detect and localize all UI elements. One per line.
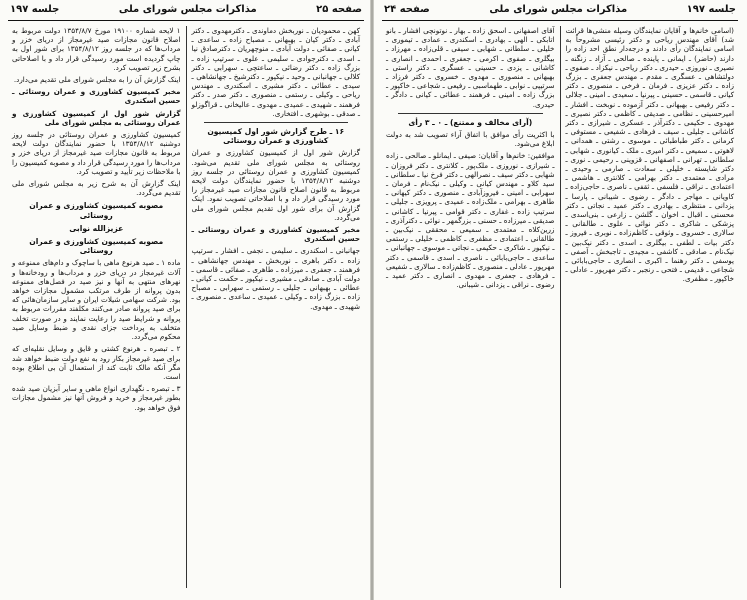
right-page-label: صفحه ۲۴ xyxy=(384,4,430,15)
law-subheading: عزیزالله نوابی xyxy=(69,223,124,233)
report-paragraph: کمیسیون کشاورزی و عمران روستائی در جلسه روز دوشنبه ۱۳۵۴/۸/۱۲ با حضور نمایندگان دولت لایحه مربوط به قانون مجازات صید غیرمجاز از دریای خزر و مرداب‌ها را مورد رسیدگی قرار داد و مصوبه کمیسیون را با ملاحظات زیر تأیید و تصویب کرد. xyxy=(12,130,181,176)
signature-line: مخبر کمیسیون کشاورزی و عمران روستائی ـ حسین اسکندری xyxy=(12,87,181,106)
report-paragraph: گزارش شور اول از کمیسیون کشاورزی و عمران روستائی به مجلس شورای ملی تقدیم می‌شود. کمیسیون کشاورزی و عمران روستائی در جلسه روز دوشنبه ۱۳۵۴/۸/۱۲ با حضور نمایندگان دولت لایحه مربوط به قانون اصلاح قانون مجازات صید غیرمجاز را مورد رسیدگی قرار داد و با اصلاحاتی تصویب نمود. اینک گزارش آن برای شور اول تقدیم مجلس شورای ملی می‌گردد. xyxy=(191,148,360,222)
signature-line: مخبر کمیسیون کشاورزی و عمران روستائی ـ حسین اسکندری xyxy=(191,225,360,244)
book-gutter xyxy=(370,0,374,600)
names-list: موافقین: خانم‌ها و آقایان: صیفی ـ ایمانلو ـ صالحی ـ زاده ـ شیرازی ـ نوروزی ـ ملک‌پور ـ کلانتری ـ دکتر فروزان ـ شهابی ـ دکتر سیف ـ نصرالهی ـ دکتر فرخ نیا ـ سلطانی ـ سید کلاو ـ مهندس کیانی ـ وکیلی ـ نیک‌نام ـ فرمان ـ سهرابی ـ امینی ـ فیروزآبادی ـ منصوری ـ دکتر کیهانی ـ طاهری ـ بهرامی ـ ملک‌زاده ـ عمیدی ـ پرویزی ـ جلیلی ـ سرتیپ زاده ـ غفاری ـ دکتر قوامی ـ پیرنیا ـ کاشانی ـ صدیقی ـ میرزاده ـ حسنی ـ بزرگمهر ـ نوائی ـ دکترآذری ـ زرین‌کلاه ـ معتمدی ـ سمیعی ـ محققی ـ نیک‌بین ـ طالقانی ـ اعتمادی ـ مظفری ـ کاظمی ـ خلیلی ـ رستمی ـ نیکپور ـ شاکری ـ حکیمی ـ نجاتی ـ موسوی ـ جهانبانی ـ ساعدی ـ حاجی‌بابائی ـ ناصری ـ اسدی ـ قاسمی ـ دکتر مهرپور ـ عادلی ـ منصوری ـ کاظم‌زاده ـ سالاری ـ شفیعی ـ فرهادی ـ جعفری ـ مهدوی ـ انصاری ـ دکتر عمید ـ رضوی ـ نراقی ـ یزدانی ـ شیبانی. xyxy=(386,151,555,290)
law-heading: مصوبه کمیسیون کشاورزی و عمران روستائی xyxy=(29,201,164,220)
right-page-right-column xyxy=(562,26,739,588)
left-page-title: مذاکرات مجلس شورای ملی xyxy=(118,4,257,15)
article-1: ماده ۱ ـ صید هرنوع ماهی با ساچوک و دام‌های ممنوعه و آلات غیرمجاز در دریای خزر و مرداب‌ها و رودخانه‌ها و نهرهای منتهی به آنها و نیز صید در فصل‌های ممنوعه بدون پروانه از طرف مرتکب مشمول مجازات خواهد بود. شرکت سهامی شیلات ایران و سایر سازمان‌هائی که برای صید پروانه صادر می‌کنند مکلفند مقررات مربوط به پروانه و شرایط صید را رعایت نمایند و در صورت تخلف متخلف به پرداخت جزای نقدی و ضبط وسایل صید محکوم می‌گردد. xyxy=(12,258,181,342)
left-page-left-column xyxy=(8,26,185,588)
column-rule xyxy=(186,26,187,588)
right-page-header xyxy=(382,4,738,21)
names-list: آقای اصفهانی ـ اسحق زاده ـ بهار ـ نوتونچی افشار ـ بانو اتابکی ـ الهی ـ بهادری ـ اسکندری ـ عمادی ـ تیموری ـ خلیلی ـ سلطانی ـ شهابی ـ سیفی ـ قلی‌زاده ـ مهرزاد ـ بیگلری ـ صفوی ـ اکرمی ـ جعفری ـ احمدی ـ انصاری ـ کاشانی ـ یزدی ـ حسینی ـ عسگری ـ دکتر راستی ـ بهبهانی ـ منصوری ـ مهدوی ـ خسروی ـ دکتر فرزاد ـ سرتیپی ـ نوابی ـ طهماسبی ـ رفیعی ـ شجاعی ـ خاکپور ـ بزرگ زاده ـ امینی ـ فرهمند ـ عطائی ـ کیانی ـ دادگر ـ حیدری. xyxy=(386,26,555,109)
article-3: ۳ ـ تبصره ـ نگهداری انواع ماهی و سایر آبزیان صید شده بطور غیرمجاز و خرید و فروش آنها نیز مشمول مجازات فوق خواهد بود. xyxy=(12,384,181,412)
bill-paragraph: ۱ لایحه شماره ۱۹۱۰۰ مورخ ۱۳۵۴/۸/۷ دولت مربوط به اصلاح قانون مجازات صید غیرمجاز از دریای خزر و مرداب‌ها که در جلسه روز ۱۳۵۴/۸/۱۲ برای شور اول به چاپ گردیده است مورد رسیدگی قرار داد و با اصلاحاتی بشرح زیر تصویب کرد. xyxy=(12,26,181,72)
left-page xyxy=(8,4,364,594)
law-title: مصوبه کمیسیون کشاورزی و عمران روستائی xyxy=(29,237,164,256)
left-page-columns xyxy=(8,26,364,588)
article-2: ۲ ـ تبصره ـ هرنوع کشتی و قایق و وسایل نقلیه‌ای که برای صید غیرمجاز بکار رود به نفع دولت ضبط خواهد شد مگر آنکه مالک ثابت کند از استعمال آن بی اطلاع بوده است. xyxy=(12,344,181,381)
bill-paragraph-end: اینک گزارش آن را به مجلس شورای ملی تقدیم می‌دارد. xyxy=(13,75,181,85)
vote-result-heading: (آرای مخالف و ممتنع) ـ ۰ ـ ۳ رأی xyxy=(408,117,533,127)
report-paragraph-end: اینک گزارش آن به شرح زیر به مجلس شورای ملی تقدیم می‌گردد. xyxy=(12,179,181,198)
left-page-header xyxy=(8,4,364,21)
right-page-columns xyxy=(382,26,738,588)
vote-result-text: با اکثریت رأی موافق با اتفاق آراء تصویب شد به دولت ابلاغ می‌شود. xyxy=(386,130,555,149)
section-divider xyxy=(398,113,543,114)
names-list: جهانبانی ـ اسکندری ـ سلیمی ـ نجفی ـ افشار ـ سرتیپ زاده ـ دکتر باهری ـ نوربخش ـ مهندس جهانشاهی ـ فرهمند ـ جعفری ـ میرزاده ـ طاهری ـ صفائی ـ قاسمی ـ دولت آبادی ـ صادقی ـ مشیری ـ نیکپور ـ حکمت ـ کیانی ـ عطائی ـ بهبهانی ـ جلیلی ـ رستمی ـ سهرابی ـ مصباح زاده ـ بزرگ زاده ـ وکیلی ـ عمیدی ـ ساعدی ـ منصوری ـ شهیدی ـ مهدوی. xyxy=(191,246,360,311)
left-page-right-column xyxy=(188,26,365,588)
right-page xyxy=(382,4,738,594)
left-page-label: صفحه ۲۵ xyxy=(316,4,362,15)
right-page-title: مذاکرات مجلس شورای ملی xyxy=(489,4,628,15)
column-rule xyxy=(560,26,561,588)
report-heading: گزارش شور اول از کمیسیون کشاورزی و عمران روستائی به مجلس شورای ملی xyxy=(12,108,181,127)
section-heading: ۱۶ ـ طرح گزارش شور اول کمیسیون کشاورزی و عمران روستائی xyxy=(207,127,345,146)
section-divider xyxy=(204,122,349,123)
names-list: (اسامی خانم‌ها و آقایان نمایندگان وسیله منشی‌ها قرائت شد) آقای مهندس ریاحی و دکتر رئیسی مشروحاً به اسامی نمایندگان رأی دادند و درجه‌دار نطق احد زاده را دارند (حاضر) ـ ایمانی ـ پاینده ـ صالحی ـ آزاد ـ زنگنه ـ نصیری ـ نوروزی ـ حیدری ـ دکتر ریاحی ـ نیکزاد ـ صفوی ـ دولتشاهی ـ عسگری ـ مقدم ـ مهندس جعفری ـ بزرگ زاده ـ دکتر عزیزی ـ فرمان ـ فرخی ـ منصوری ـ دکتر کیانی ـ قاسمی ـ حسینی ـ پیرنیا ـ سعیدی ـ امینی ـ جلالی ـ دکتر رفیعی ـ بهبهانی ـ دکتر آزموده ـ نوبخت ـ افشار ـ امیرحسینی ـ نظامی ـ صدیقی ـ کاظمی ـ دکتر نصیری ـ مهدوی ـ حکیمی ـ دکترآذر ـ عسکری ـ شیرازی ـ دکتر کاشانی ـ جلیلی ـ سیف ـ فرهادی ـ شفیعی ـ مستوفی ـ کرمانی ـ دکتر طباطبائی ـ موسوی ـ رشتی ـ همدانی ـ لاهوتی ـ سمیعی ـ دکتر امیری ـ ملک ـ کیانوری ـ شهابی ـ سلطانی ـ تهرانی ـ اصفهانی ـ قزوینی ـ رحیمی ـ نوری ـ دکتر شایسته ـ خلیلی ـ سعادت ـ صارمی ـ وحیدی ـ مرادی ـ معتمدی ـ دکتر بهرامی ـ کلانتری ـ هاشمی ـ اعتمادی ـ نراقی ـ فلسفی ـ ثقفی ـ ناصری ـ حاجی‌زاده ـ کاویانی ـ مهاجر ـ دادگر ـ رضوی ـ شیبانی ـ پارسا ـ یزدانی ـ منتظری ـ بهادری ـ دکتر عمید ـ نجاتی ـ دکتر محسنی ـ اقبال ـ اخوان ـ گلشن ـ زارعی ـ بنی‌اسدی ـ پزشکی ـ شاکری ـ دکتر نوائی ـ علوی ـ طالقانی ـ سالاری ـ خسروی ـ وثوقی ـ کاظم‌زاده ـ نوبری ـ فیروز ـ دکتر بیات ـ لطفی ـ بیگلری ـ اسدی ـ دکتر نیک‌بین ـ نیک‌نام ـ صادقی ـ کاشفی ـ مجیدی ـ تاجبخش ـ آصفی ـ یوسفی ـ دکتر رهنما ـ اکبری ـ انصاری ـ حاجی‌بابائی ـ شجاعی ـ قدیمی ـ فتحی ـ رنجبر ـ دکتر مهرپور ـ عادلی ـ خاکپور ـ مظفری. xyxy=(565,26,734,284)
names-list: کهن ـ محمودیان ـ نوربخش دماوندی ـ دکترمهدوی ـ دکتر آبادی ـ دکتر کیان ـ بهبهانی ـ مصباح زاده ـ ساعدی ـ کیانی ـ صفائی ـ دولت آبادی ـ منوچهریان ـ دکترصادق نیا ـ اسدی ـ دکترجوادی ـ سلیمی ـ علوی ـ سرتیپ زاده ـ بزرگ زاده ـ دکتر رضائی ـ ساعتچی ـ سهرابی ـ دکتر کلالی ـ جهانبانی ـ وحید ـ نیکپور ـ دکترشیخ ـ جهانشاهی ـ سیدی ـ عطائی ـ دکتر مشیری ـ اسکندری ـ مهندس ریاحی ـ وکیلی ـ رستمی ـ منصوری ـ دکتر صدر ـ دکتر فرهمند ـ شهیدی ـ عمیدی ـ مهدوی ـ عالیخانی ـ قراگوزلو ـ صدقی ـ بوشهری ـ افتخاری. xyxy=(191,26,360,118)
right-page-session: جلسه ۱۹۷ xyxy=(686,4,736,15)
left-page-session: جلسه ۱۹۷ xyxy=(10,4,60,15)
right-page-left-column xyxy=(382,26,559,588)
